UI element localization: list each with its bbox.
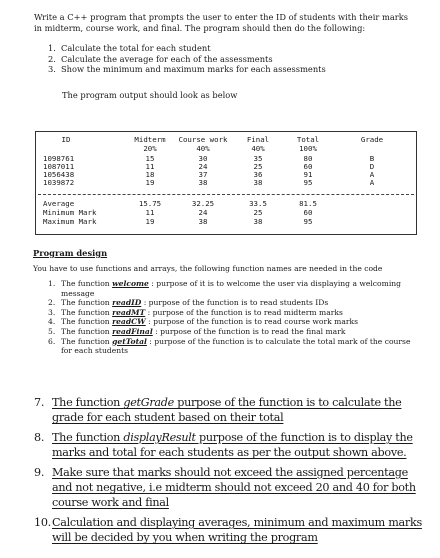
table-cell: 11 xyxy=(145,162,155,171)
handwritten-list xyxy=(34,395,426,550)
table-cell: 95 xyxy=(303,178,313,187)
section-intro: You have to use functions and arrays, the following function names are needed in the code xyxy=(33,264,383,273)
table-cell: 38 xyxy=(253,178,263,187)
function-name: getGrade xyxy=(123,396,174,409)
list-item: 3. Show the minimum and maximum marks for each assessments xyxy=(48,64,326,74)
table-cell: 33.5 xyxy=(249,199,267,208)
function-name: readFinal xyxy=(112,326,153,336)
table-cell: 18 xyxy=(145,170,155,179)
table-cell: 1039872 xyxy=(43,178,75,187)
dashed-separator xyxy=(38,194,414,195)
table-cell: D xyxy=(369,162,375,171)
table-cell: A xyxy=(369,170,375,179)
header-midterm-weight: 20% xyxy=(143,144,157,153)
list-item: 5. The function readFinal : purpose of the function is to read the final mark xyxy=(48,326,346,336)
function-name: getTotal xyxy=(112,336,147,346)
table-cell: 38 xyxy=(253,217,263,226)
table-cell: 25 xyxy=(253,208,263,217)
table-cell: 32.25 xyxy=(191,199,215,208)
list-item: 2. The function readID : purpose of the function is to read students IDs xyxy=(48,298,329,308)
list-item: 4. The function readCW : purpose of the function is to read course work marks xyxy=(48,317,358,327)
section-title: Program design xyxy=(33,248,108,258)
list-item: 1. The function welcome : purpose of it is to welcome the user via displaying a welcoming message xyxy=(48,279,402,298)
header-final-weight: 40% xyxy=(251,144,265,153)
header-midterm: Midterm xyxy=(134,135,166,144)
summary-label: Average xyxy=(43,199,75,208)
header-total-weight: 100% xyxy=(299,144,317,153)
header-coursework-weight: 40% xyxy=(196,144,210,153)
list-item: 10. Calculation and displaying averages, minimum and maximum marks will be decided by you when writing the program xyxy=(34,515,422,545)
table-cell: 37 xyxy=(198,170,208,179)
summary-label: Maximum Mark xyxy=(43,217,97,226)
output-note: The program output should look as below xyxy=(62,90,238,100)
summary-label: Minimum Mark xyxy=(43,208,97,217)
function-name: readCW xyxy=(112,317,146,327)
table-cell: 1087011 xyxy=(43,162,75,171)
list-item: 1. Calculate the total for each student xyxy=(48,43,211,53)
table-cell: 15.75 xyxy=(138,199,162,208)
table-cell: 15 xyxy=(145,154,155,163)
table-cell: 36 xyxy=(253,170,263,179)
list-item: 7. The function getGrade purpose of the function is to calculate the grade for each student based on their total xyxy=(34,396,402,425)
table-cell: 19 xyxy=(145,217,155,226)
function-name: welcome xyxy=(112,279,149,288)
sample-output-table xyxy=(35,131,417,235)
requirements-list xyxy=(48,43,418,75)
header-total: Total xyxy=(296,135,320,144)
table-cell: 11 xyxy=(145,208,155,217)
function-name: readMT xyxy=(112,307,146,317)
table-cell: 60 xyxy=(303,162,313,171)
function-name: displayResult xyxy=(123,430,196,444)
table-cell: 25 xyxy=(253,162,263,171)
table-cell: 91 xyxy=(303,170,313,179)
table-cell: 81.5 xyxy=(299,199,317,208)
header-id: ID xyxy=(61,135,71,144)
list-item: 2. Calculate the average for each of the assessments xyxy=(48,53,273,64)
table-cell: 38 xyxy=(198,217,208,226)
list-item: 3. The function readMT : purpose of the function is to read midterm marks xyxy=(48,307,343,317)
header-grade: Grade xyxy=(360,135,384,144)
table-cell: 60 xyxy=(303,208,313,217)
intro-paragraph: Write a C++ program that prompts the user to enter the ID of students with their marks in midterm, course work, and final. The program should then do the following: xyxy=(34,12,409,33)
table-cell: 1098761 xyxy=(43,154,75,163)
table-cell: 38 xyxy=(198,178,208,187)
table-cell: A xyxy=(369,178,375,187)
table-cell: 24 xyxy=(198,208,208,217)
table-cell: 80 xyxy=(303,154,313,163)
list-item: 8. The function displayResult purpose of the function is to display the marks and total for each students as per the output shown above. xyxy=(34,430,413,460)
function-list xyxy=(48,279,422,356)
table-cell: 24 xyxy=(198,162,208,171)
table-cell: 19 xyxy=(145,178,155,187)
table-cell: 95 xyxy=(303,217,313,226)
header-coursework: Course work xyxy=(178,135,228,144)
list-item: 9. Make sure that marks should not exceed the assigned percentage and not negative, i.e midterm should not exceed 20 and 40 for both course work and final xyxy=(34,465,416,510)
table-cell: 30 xyxy=(198,154,208,163)
header-final: Final xyxy=(246,135,270,144)
table-cell: 1056438 xyxy=(43,170,75,179)
table-cell: 35 xyxy=(253,154,263,163)
function-name: readID xyxy=(112,298,142,308)
list-item: 6. The function getTotal : purpose of the function is to calculate the total mark of the course for each students xyxy=(48,336,411,356)
table-cell: B xyxy=(369,154,375,163)
